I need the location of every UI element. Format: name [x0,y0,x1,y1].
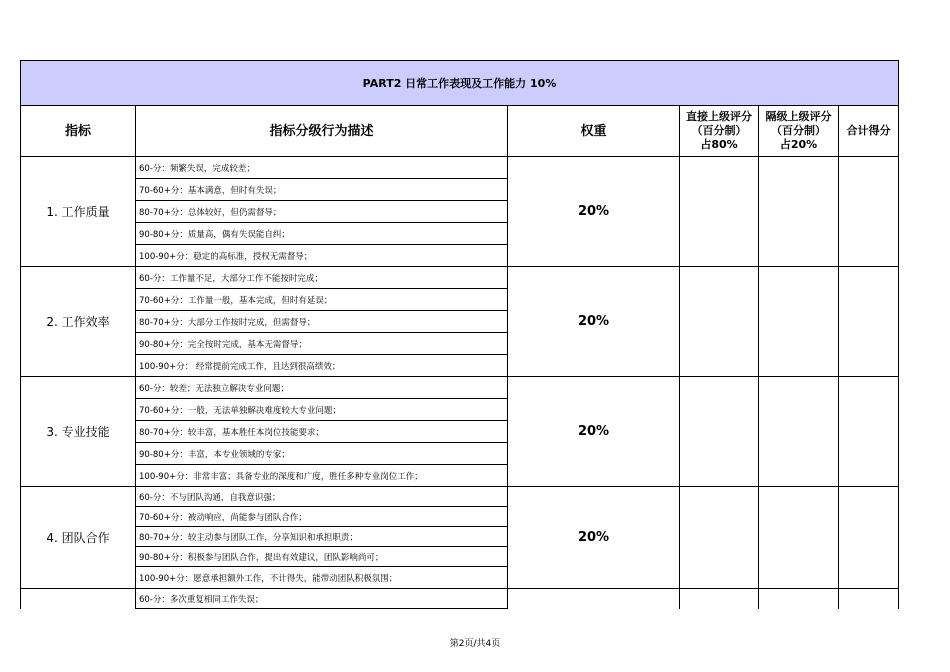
level-description-cell[interactable]: 90-80+分：质量高，偶有失误能自纠； [136,223,508,245]
total-score-cell[interactable] [839,487,899,589]
level-description-cell[interactable]: 60-分：工作量不足，大部分工作不能按时完成； [136,267,508,289]
level-description-cell[interactable]: 100-90+分：愿意承担额外工作，不计得失，能带动团队积极氛围； [136,567,508,589]
header-description[interactable]: 指标分级行为描述 [136,106,508,157]
level-description-cell[interactable]: 80-70+分：大部分工作按时完成，但需督导； [136,311,508,333]
direct-score-cell[interactable] [680,267,759,377]
total-score-cell[interactable] [839,377,899,487]
skip-score-cell[interactable] [759,377,839,487]
skip-score-cell[interactable] [759,157,839,267]
level-description-cell[interactable]: 80-70+分：总体较好，但仍需督导； [136,201,508,223]
level-description-cell[interactable]: 70-60+分：一般，无法单独解决难度较大专业问题； [136,399,508,421]
direct-score-cell[interactable] [680,589,759,609]
level-description-cell[interactable]: 60-分：较差；无法独立解决专业问题； [136,377,508,399]
direct-score-cell[interactable] [680,487,759,589]
level-description-cell[interactable]: 100-90+分：非常丰富；具备专业的深度和广度，胜任多种专业岗位工作； [136,465,508,487]
level-description-cell[interactable]: 60-分：多次重复相同工作失误； [136,589,508,609]
header-weight[interactable]: 权重 [508,106,680,157]
level-description-cell[interactable]: 70-60+分：基本满意，但时有失误； [136,179,508,201]
level-description-cell[interactable]: 70-60+分：工作量一般，基本完成，但时有延误； [136,289,508,311]
weight-cell[interactable]: 20% [508,267,680,377]
table-row [21,589,899,609]
level-description-cell[interactable]: 60-分：不与团队沟通，自我意识强； [136,487,508,507]
weight-cell[interactable]: 20% [508,157,680,267]
table-row [21,377,899,399]
level-description-cell[interactable]: 90-80+分：积极参与团队合作，提出有效建议，团队影响尚可； [136,547,508,567]
table-row [21,267,899,289]
header-direct-line-2: （百分制） [691,124,747,137]
total-score-cell[interactable] [839,589,899,609]
indicator-cell[interactable]: 2. 工作效率 [21,267,136,377]
total-score-cell[interactable] [839,267,899,377]
level-description-cell[interactable]: 80-70+分：较主动参与团队工作，分享知识和承担职责； [136,527,508,547]
header-direct-line-3: 占80% [700,138,738,151]
direct-score-cell[interactable] [680,157,759,267]
header-skip-line-2: （百分制） [771,124,826,137]
weight-cell[interactable] [508,589,680,609]
table-row [21,487,899,507]
table-row [21,157,899,179]
header-skip-supervisor[interactable] [759,106,839,157]
level-description-cell[interactable]: 60-分：频繁失误，完成较差； [136,157,508,179]
header-total[interactable]: 合计得分 [839,106,899,157]
section-title[interactable]: PART2 日常工作表现及工作能力 10% [21,61,899,106]
skip-score-cell[interactable] [759,589,839,609]
direct-score-cell[interactable] [680,377,759,487]
weight-cell[interactable]: 20% [508,487,680,589]
level-description-cell[interactable]: 90-80+分：丰富，本专业领域的专家； [136,443,508,465]
level-description-cell[interactable]: 80-70+分：较丰富，基本胜任本岗位技能要求； [136,421,508,443]
indicator-cell[interactable]: 3. 专业技能 [21,377,136,487]
header-skip-line-1: 隔级上级评分 [765,110,832,123]
page-footer: 第2页/共4页 [449,639,501,649]
indicator-cell[interactable]: 4. 团队合作 [21,487,136,589]
total-score-cell[interactable] [839,157,899,267]
skip-score-cell[interactable] [759,267,839,377]
weight-cell[interactable]: 20% [508,377,680,487]
level-description-cell[interactable]: 70-60+分：被动响应，尚能参与团队合作； [136,507,508,527]
header-direct-line-1: 直接上级评分 [686,110,752,123]
header-direct-supervisor[interactable] [680,106,759,157]
level-description-cell[interactable]: 90-80+分：完全按时完成，基本无需督导； [136,333,508,355]
header-skip-line-3: 占20% [779,138,818,151]
skip-score-cell[interactable] [759,487,839,589]
evaluation-table [20,60,899,609]
level-description-cell[interactable]: 100-90+分：稳定的高标准，授权无需督导； [136,245,508,267]
level-description-cell[interactable]: 100-90+分： 经常提前完成工作，且达到很高绩效； [136,355,508,377]
indicator-cell[interactable]: 1. 工作质量 [21,157,136,267]
header-indicator[interactable]: 指标 [21,106,136,157]
indicator-cell[interactable] [21,589,136,609]
